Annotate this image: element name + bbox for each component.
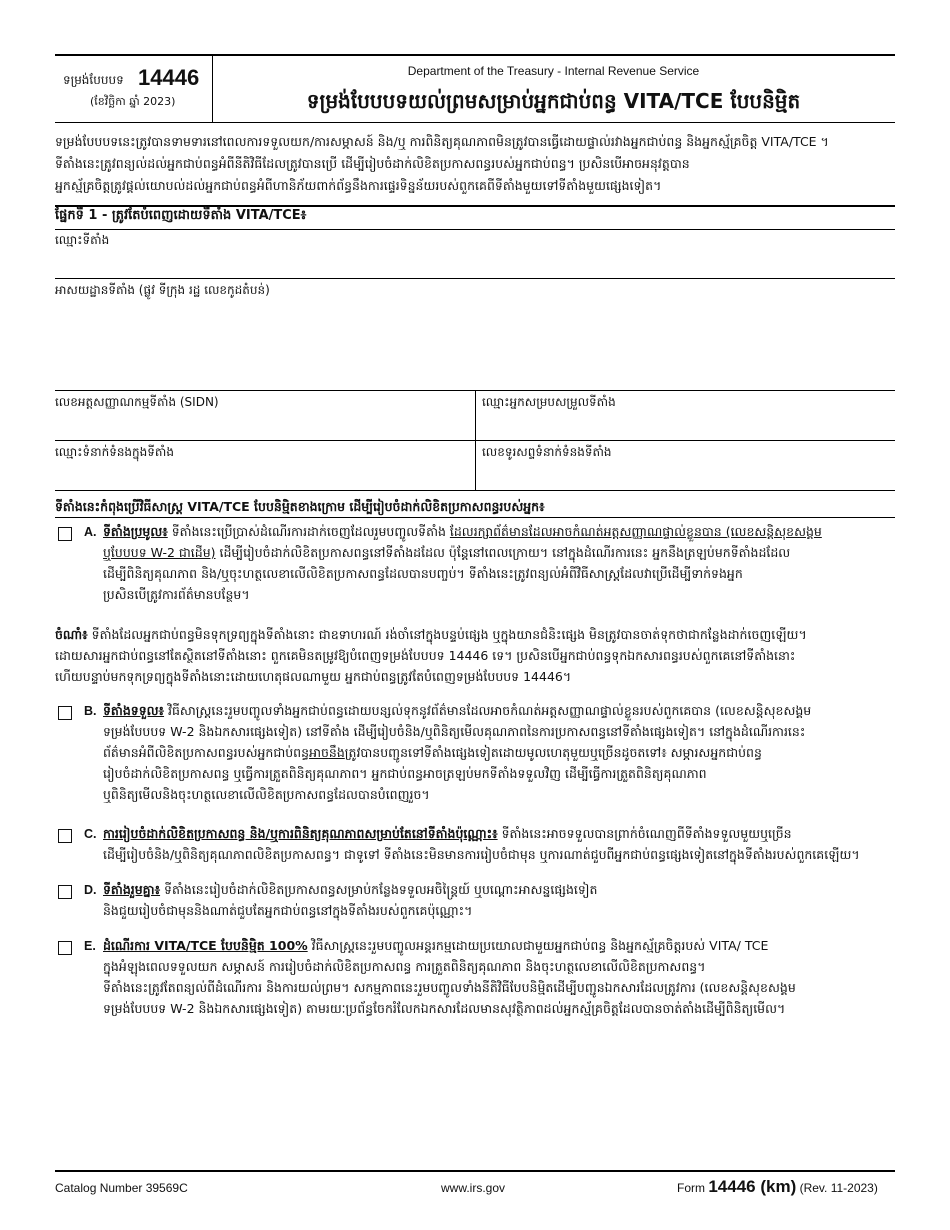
option-d-text — [103, 879, 893, 921]
note-line: ដោយសារអ្នកជាប់ពន្ធនៅតែស្ថិតនៅទីតាំងនោះ ពួកគេមិនតម្រូវឱ្យបំពេញទម្រង់បែបបទ 14446 ទេ។ ប្រសិនបើអ្នកជាប់ពន្ធទុកឯកសារពន្ធរបស់ពួកគេនៅទីតាំងនោះ — [55, 648, 796, 663]
option-a-checkbox[interactable] — [58, 527, 72, 541]
methods-lead: ទីតាំងនេះកំពុងប្រើវិធីសាស្ត្រ VITA/TCE បែបនិម្មិតខាងក្រោម ដើម្បីរៀបចំដាក់លិខិតប្រកាសពន្ធរបស់អ្នក៖ — [55, 499, 545, 514]
option-e-checkbox[interactable] — [58, 941, 72, 955]
option-b-line: ឬពិនិត្យមើលនិងចុះហត្ថលេខាលើលិខិតប្រកាសពន្ធដែលបានបំពេញរួច។ — [103, 787, 430, 802]
option-d-checkbox[interactable] — [58, 885, 72, 899]
option-d-letter: D. — [84, 883, 97, 897]
option-a-text — [103, 521, 893, 605]
contact-name-field[interactable] — [55, 441, 475, 490]
option-b-underlined: អាចនឹង — [309, 745, 345, 760]
contact-row-rule — [55, 490, 895, 491]
option-e-letter: E. — [84, 939, 96, 953]
intro-line: ទីតាំងនេះត្រូវពន្យល់ដល់អ្នកជាប់ពន្ធអំពីនីតិវិធីដែលត្រូវបានប្រើ ដើម្បីរៀបចំដាក់លិខិតប្រកាសពន្ធរបស់អ្នកជាប់ពន្ធ។ ប្រសិនបើអាចអនុវត្តបាន — [55, 156, 690, 171]
option-a-title: ទីតាំងប្រមូល៖ — [103, 524, 168, 539]
option-e-line: ទម្រង់បែបបទ W-2 និងឯកសារផ្សេងទៀត) តាមរយៈប្រព័ន្ធចែករំលែកឯកសារដែលមានសុវត្ថិភាពដល់អ្នកស្ម័គ្រចិត្តដែលបានចាត់តាំងដើម្បីពិនិត្យមើល។ — [103, 1001, 786, 1016]
footer-form-word: Form — [677, 1181, 705, 1195]
option-d-title: ទីតាំងរួមគ្នា៖ — [103, 882, 161, 897]
option-b-line: រៀបចំដាក់លិខិតប្រកាសពន្ធ ឬធ្វើការត្រួតពិនិត្យគុណភាព។ អ្នកជាប់ពន្ធអាចត្រឡប់មកទីតាំងទទួលវិញ ដើម្បីធ្វើការត្រួតពិនិត្យគុណភាព — [103, 766, 707, 781]
coordinator-field[interactable] — [476, 391, 895, 440]
option-c-checkbox[interactable] — [58, 829, 72, 843]
coordinator-label: ឈ្មោះអ្នកសម្របសម្រួលទីតាំង — [482, 395, 616, 409]
form-title: ទម្រង់បែបបទយល់ព្រមសម្រាប់អ្នកជាប់ពន្ធ VITA/TCE បែបនិម្មិត — [306, 89, 801, 113]
option-b-text-3a: ព័ត៌មានអំពីលិខិតប្រកាសពន្ធរបស់អ្នកជាប់ពន្ធ — [103, 745, 310, 760]
contact-phone-field[interactable] — [476, 441, 895, 490]
option-b-checkbox[interactable] — [58, 706, 72, 720]
note — [55, 624, 900, 687]
part1-title: ផ្នែកទី 1 - ត្រូវតែបំពេញដោយទីតាំង VITA/TCE៖ — [55, 208, 307, 223]
option-e-line: ទីតាំងនេះត្រូវតែពន្យល់ពីដំណើរការ និងការយល់ព្រម។ សកម្មភាពនេះរួមបញ្ចូលទាំងនីតិវិធីបែបនិម្មិតដើម្បីបញ្ជូនឯកសារដែលត្រូវការ (លេខសន្តិសុខសង្គម — [103, 980, 796, 995]
footer-rule — [55, 1170, 895, 1172]
option-a-underlined-1: ដែលរក្សាព័ត៌មានដែលអាចកំណត់អត្តសញ្ញាណផ្ទាល់ខ្លួនបាន (លេខសន្តិសុខសង្គម — [449, 524, 822, 539]
methods-lead-rule — [55, 517, 895, 518]
option-b-title: ទីតាំងទទួល៖ — [103, 703, 165, 718]
note-line: ទីតាំងដែលអ្នកជាប់ពន្ធមិនទុកទ្រព្យក្នុងទីតាំងនោះ ជាឧទាហរណ៍ រង់ចាំនៅក្នុងបន្ទប់ផ្សេង ឬក្នុងយានជំនិះផ្សេង មិនត្រូវបានចាត់ទុកថាជាកន្លែងដាក់ចេញឡើយ។ — [87, 627, 807, 642]
contact-phone-label: លេខទូរសព្ទទំនាក់ទំនងទីតាំង — [482, 445, 612, 459]
department-name: Department of the Treasury - Internal Revenue Service — [407, 64, 700, 78]
footer-form-id — [677, 1177, 878, 1197]
site-name-field[interactable] — [55, 230, 895, 278]
option-b-text-1: វិធីសាស្ត្រនេះរួមបញ្ចូលទាំងអ្នកជាប់ពន្ធដោយបន្សល់ទុកនូវព័ត៌មានដែលអាចកំណត់អត្តសញ្ញាណផ្ទាល់ខ្លួនរបស់ពួកគេបាន (លេខសន្តិសុខសង្គម — [164, 703, 812, 718]
option-c-letter: C. — [84, 827, 97, 841]
option-a-text-1: ទីតាំងនេះប្រើប្រាស់ដំណើរការដាក់ចេញដែលរួមបញ្ចូលទីតាំង — [167, 524, 450, 539]
option-a-text-2: ដើម្បីរៀបចំដាក់លិខិតប្រកាសពន្ធនៅទីតាំងដដែល ប៉ុន្តែនៅពេលក្រោយ។ នៅក្នុងដំណើរការនេះ អ្នកនឹងត្រឡប់មកទីតាំងដដែល — [215, 545, 791, 560]
option-e-text-1: វិធីសាស្ត្រនេះរួមបញ្ចូលអន្តរកម្មដោយប្រយោលជាមួយអ្នកជាប់ពន្ធ និងអ្នកស្ម័គ្រចិត្តរបស់ VITA/ TCE — [307, 938, 769, 953]
site-address-field[interactable] — [55, 279, 895, 390]
form-revision-date: (ខែវិច្ឆិកា ឆ្នាំ 2023) — [90, 95, 176, 108]
option-d-line: និងជួយរៀបចំជាមុននិងណាត់ជួបតែអ្នកជាប់ពន្ធនៅក្នុងទីតាំងរបស់ពួកគេប៉ុណ្ណោះ។ — [103, 903, 473, 918]
contact-name-label: ឈ្មោះទំនាក់ទំនងក្នុងទីតាំង — [55, 445, 174, 459]
header-top-rule — [55, 54, 895, 56]
intro-line: ទម្រង់បែបបទនេះត្រូវបានទាមទារនៅពេលការទទួលយក/ការសម្ភាសន៍ និង/ឬ ការពិនិត្យគុណភាពមិនត្រូវបានធ្វើដោយផ្ទាល់រវាងអ្នកជាប់ពន្ធ និងអ្នកស្ម័គ្រចិត្ត VITA/TCE ។ — [55, 134, 829, 149]
option-a-line: ដើម្បីពិនិត្យគុណភាព និង/ឬចុះហត្ថលេខាលើលិខិតប្រកាសពន្ធដែលបានបញ្ចប់។ ទីតាំងនេះត្រូវពន្យល់អំពីវិធីសាស្ត្រដែលវាប្រើដើម្បីទាក់ទងអ្នក — [103, 566, 743, 581]
sidn-label: លេខអត្តសញ្ញាណកម្មទីតាំង (SIDN) — [55, 395, 219, 409]
option-b-text-3b: ត្រូវបានបញ្ជូនទៅទីតាំងផ្សេងទៀតដោយមូលហេតុមួយឬច្រើនដូចតទៅ៖ សម្ភារសអ្នកជាប់ពន្ធ — [344, 745, 762, 760]
option-c-text-1: ទីតាំងនេះអាចទទួលបានព្រាក់ចំណេញពីទីតាំងទទួលមួយឬច្រើន — [497, 826, 792, 841]
footer-form-number: 14446 (km) — [708, 1177, 797, 1196]
irs-url: www.irs.gov — [441, 1181, 506, 1195]
catalog-number: Catalog Number 39569C — [55, 1181, 188, 1195]
option-b-line: ទម្រង់បែបបទ W-2 និងឯកសារផ្សេងទៀត) នៅទីតាំង ដើម្បីរៀបចំនិង/ឬពិនិត្យមើលគុណភាពនៃការប្រកាសពន្ធនៅទីតាំងផ្សេងទៀត។ នៅក្នុងដំណើរការនេះ — [103, 724, 806, 739]
site-address-label: អាសយដ្ឋានទីតាំង (ផ្លូវ ទីក្រុង រដ្ឋ លេខកូដតំបន់) — [55, 283, 270, 297]
site-name-label: ឈ្មោះទីតាំង — [55, 233, 110, 247]
footer-revision: (Rev. 11-2023) — [799, 1181, 878, 1195]
option-e-title: ដំណើរការ VITA/TCE បែបនិម្មិត 100% — [103, 938, 308, 953]
intro-line: អ្នកស្ម័គ្រចិត្តត្រូវផ្តល់យោបល់ដល់អ្នកជាប់ពន្ធអំពីហានិភ័យពាក់ព័ន្ធនឹងការផ្ទេរទិន្នន័យរបស់ពួកគេពីទីតាំងមួយទៅទីតាំងមួយផ្សេងទៀត។ — [55, 178, 662, 193]
option-c-title: ការរៀបចំដាក់លិខិតប្រកាសពន្ធ និង/ឬការពិនិត្យគុណភាពសម្រាប់តែនៅទីតាំងប៉ុណ្ណោះ៖ — [103, 826, 498, 841]
option-c-line: ដើម្បីរៀបចំនិង/ឬពិនិត្យគុណភាពលិខិតប្រកាសពន្ធ។ ជាទូទៅ ទីតាំងនេះមិនមានការរៀបចំជាមុន ឬការណាត់ជួបពីអ្នកជាប់ពន្ធផ្សេងទៀតនៅក្នុងទីតាំងរបស់ពួកគេឡើយ។ — [103, 847, 860, 862]
option-c-text — [103, 823, 893, 865]
option-e-text — [103, 935, 893, 1019]
option-e-line: ក្នុងអំឡុងពេលទទួលយក សម្ភាសន៍ ការរៀបចំដាក់លិខិតប្រកាសពន្ធ ការត្រួតពិនិត្យគុណភាព និងចុះហត្ថលេខាលើលិខិតប្រកាសពន្ធ។ — [103, 959, 706, 974]
option-b-letter: B. — [84, 704, 97, 718]
form-number: 14446 — [138, 65, 200, 90]
option-a-letter: A. — [84, 525, 97, 539]
option-a-underlined-2: ឬបែបបទ W-2 ជាដើម) — [103, 545, 216, 560]
note-line: ហើយបន្ទាប់មកទុកទ្រព្យក្នុងទីតាំងនោះដោយហេតុផលណាមួយ អ្នកជាប់ពន្ធត្រូវតែបំពេញទម្រង់បែបបទ 14446។ — [55, 669, 572, 684]
intro-text — [55, 131, 900, 197]
sidn-field[interactable] — [55, 391, 475, 440]
header-bottom-rule — [55, 122, 895, 123]
note-title: ចំណាំ៖ — [55, 627, 88, 642]
option-a-line: ប្រសិនបើត្រូវការព័ត៌មានបន្ថែម។ — [103, 587, 250, 602]
option-b-text — [103, 700, 893, 805]
form-label: ទម្រង់បែបបទ — [63, 73, 124, 87]
option-d-text-1: ទីតាំងនេះរៀបចំដាក់លិខិតប្រកាសពន្ធសម្រាប់កន្លែងទទួលអចិន្ត្រៃយ៍ ឬបណ្តោះអាសន្នផ្សេងទៀត — [160, 882, 598, 897]
